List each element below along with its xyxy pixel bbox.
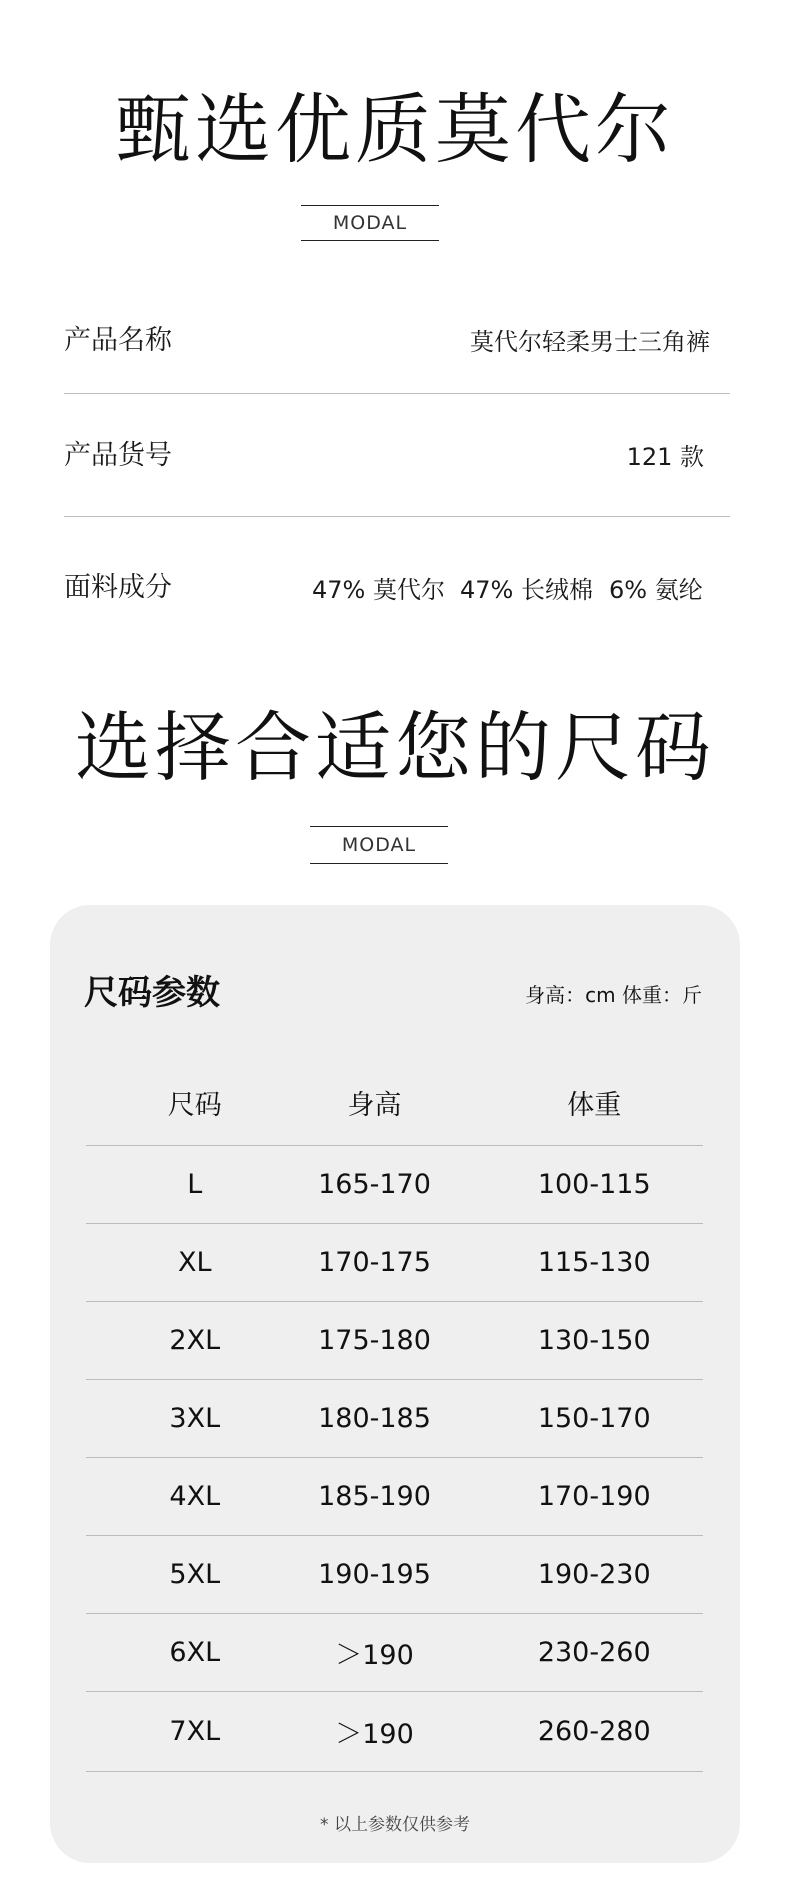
fabric-part-spandex: 6% 氨纶 bbox=[609, 576, 703, 604]
table-header bbox=[86, 1060, 703, 1146]
cell-weight: 150-170 bbox=[537, 1403, 651, 1434]
cell-size: L bbox=[187, 1169, 203, 1200]
cell-size: 2XL bbox=[169, 1325, 221, 1356]
table-row bbox=[86, 1224, 703, 1302]
divider bbox=[64, 393, 730, 394]
product-name-value: 莫代尔轻柔男士三角裤 bbox=[470, 328, 710, 356]
product-sku-label: 产品货号 bbox=[64, 440, 172, 471]
modal-badge: MODAL bbox=[310, 826, 448, 864]
product-sku-value: 121 款 bbox=[626, 443, 704, 471]
product-name-label: 产品名称 bbox=[64, 325, 172, 356]
cell-height: 165-170 bbox=[318, 1169, 431, 1200]
cell-height: ＞190 bbox=[335, 1640, 414, 1671]
cell-weight: 100-115 bbox=[537, 1169, 651, 1200]
table-row bbox=[86, 1302, 703, 1380]
section-title-size: 选择合适您的尺码 bbox=[75, 703, 715, 792]
cell-weight: 260-280 bbox=[537, 1716, 651, 1747]
table-row bbox=[86, 1458, 703, 1536]
cell-height: 175-180 bbox=[318, 1325, 431, 1356]
modal-badge: MODAL bbox=[301, 205, 439, 241]
unit-note: 身高：cm 体重：斤 bbox=[525, 983, 702, 1007]
cell-size: 3XL bbox=[169, 1403, 221, 1434]
table-row bbox=[86, 1614, 703, 1692]
cell-weight: 115-130 bbox=[537, 1247, 651, 1278]
cell-size: XL bbox=[178, 1247, 212, 1278]
cell-size: 6XL bbox=[169, 1637, 221, 1668]
size-chart-card bbox=[50, 905, 740, 1863]
table-row bbox=[86, 1380, 703, 1458]
cell-size: 5XL bbox=[169, 1559, 221, 1590]
cell-weight: 170-190 bbox=[537, 1481, 651, 1512]
footnote: * 以上参数仅供参考 bbox=[320, 1815, 470, 1835]
divider bbox=[64, 516, 730, 517]
cell-height: 170-175 bbox=[318, 1247, 431, 1278]
column-header-size: 尺码 bbox=[167, 1090, 222, 1121]
fabric-part-modal: 47% 莫代尔 bbox=[312, 576, 445, 604]
cell-height: 185-190 bbox=[318, 1481, 431, 1512]
cell-size: 4XL bbox=[169, 1481, 221, 1512]
table-row bbox=[86, 1146, 703, 1224]
column-header-height: 身高 bbox=[347, 1090, 402, 1121]
size-chart-title: 尺码参数 bbox=[84, 973, 220, 1013]
cell-weight: 190-230 bbox=[537, 1559, 651, 1590]
column-header-weight: 体重 bbox=[567, 1090, 622, 1121]
cell-weight: 230-260 bbox=[537, 1637, 651, 1668]
cell-height: 180-185 bbox=[318, 1403, 431, 1434]
section-title-modal: 甄选优质莫代尔 bbox=[115, 85, 675, 174]
cell-height: ＞190 bbox=[335, 1719, 414, 1750]
fabric-label: 面料成分 bbox=[64, 572, 172, 603]
cell-size: 7XL bbox=[169, 1716, 221, 1747]
table-row bbox=[86, 1536, 703, 1614]
size-table bbox=[86, 1060, 703, 1772]
fabric-part-cotton: 47% 长绒棉 bbox=[460, 576, 593, 604]
cell-weight: 130-150 bbox=[537, 1325, 651, 1356]
cell-height: 190-195 bbox=[318, 1559, 431, 1590]
table-row bbox=[86, 1692, 703, 1772]
